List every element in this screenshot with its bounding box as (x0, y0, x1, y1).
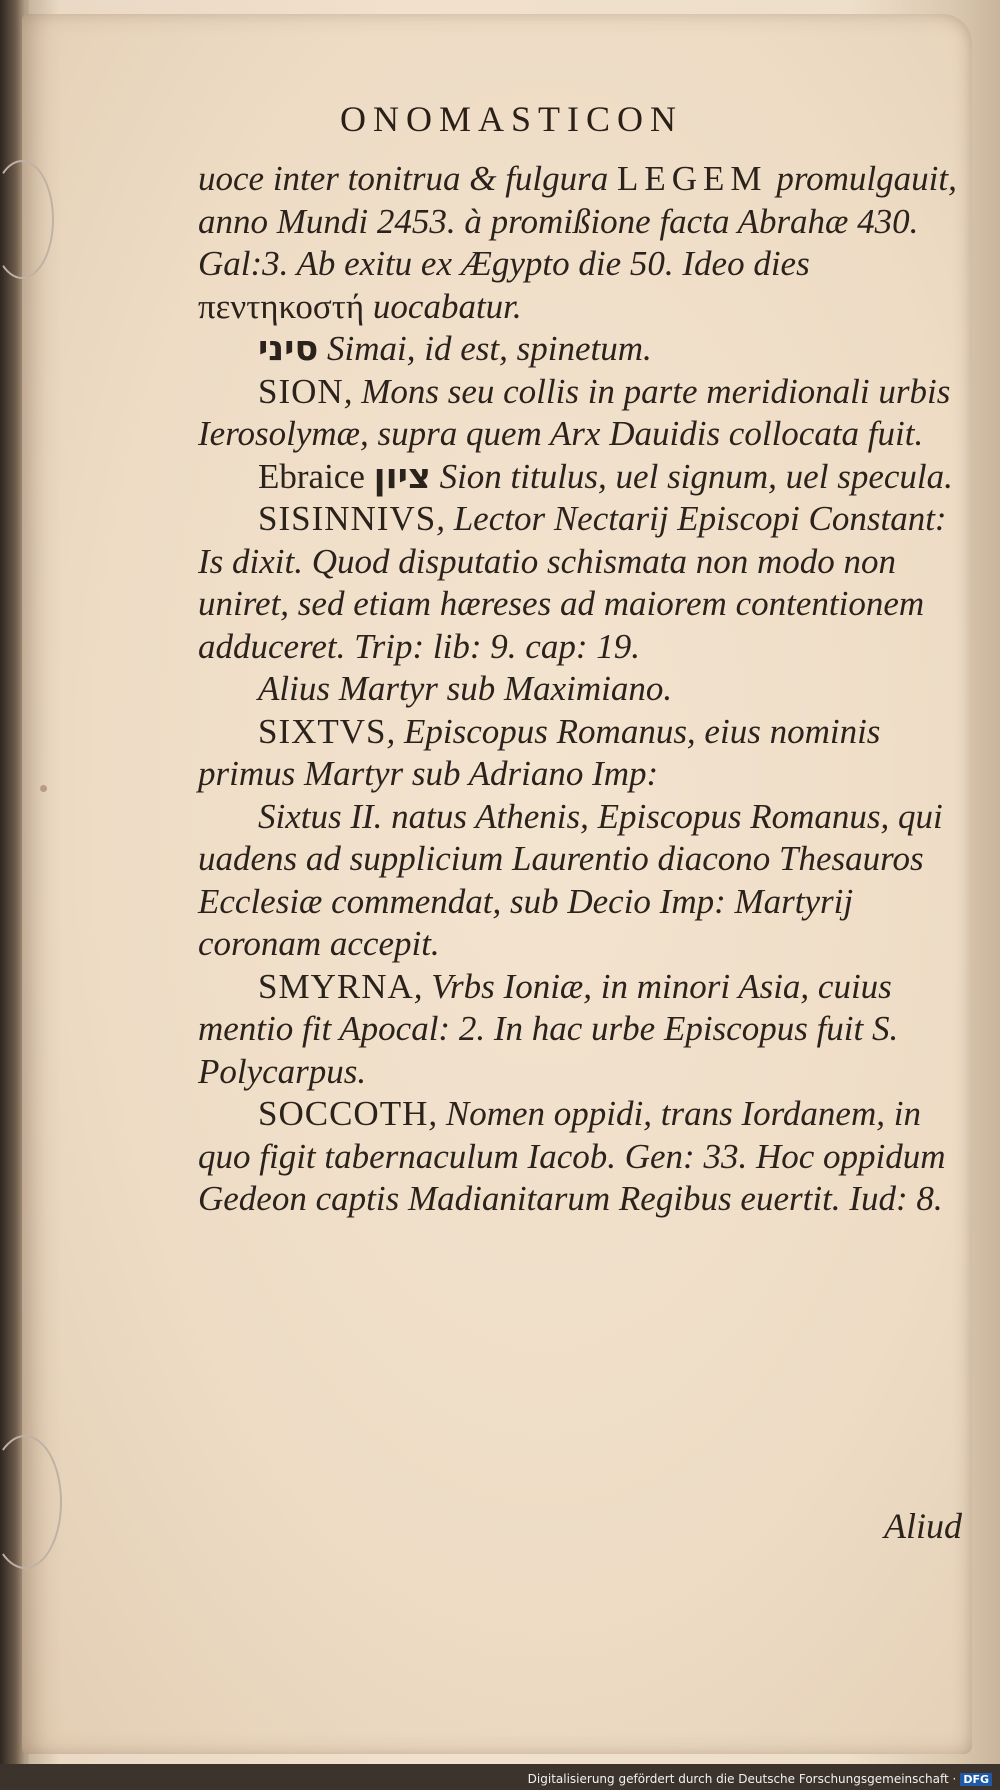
entry-paragraph (198, 371, 968, 456)
text-segment: , Nomen oppidi, trans Iordanem, in quo figit tabernaculum Iacob. Gen: 33. Hoc oppidum Gedeon captis Madianitarum Regibus euertit. Iud: 8. (198, 1094, 946, 1218)
hebrew-word: סיני (258, 329, 319, 369)
running-head: ONOMASTICON (340, 99, 684, 139)
entry-headword: SIXTVS (258, 711, 387, 751)
entry-headword: SOCCOTH (258, 1094, 429, 1133)
dfg-logo: DFG (960, 1773, 992, 1786)
text-segment: Sion titulus, uel signum, uel specula. (430, 456, 953, 496)
entry-headword: SION (258, 371, 344, 411)
text-segment: promulgauit, anno Mundi 2453. à promißione facta Abrahæ 430. Gal:3. Ab exitu ex Ægypto die 50. Ideo dies (198, 159, 957, 283)
footer-credit: Digitalisierung gefördert durch die Deutsche Forschungsgemeinschaft · (527, 1772, 957, 1786)
entry-paragraph (198, 711, 968, 796)
entry-paragraph (198, 1093, 968, 1221)
entry-headword: SISINNIVS (258, 499, 437, 538)
text-segment: Simai, id est, spinetum. (318, 329, 652, 368)
entry-headword: SMYRNA (258, 966, 414, 1006)
paper-spot (40, 785, 47, 792)
text-segment: , Episcopus Romanus, eius nominis primus Martyr sub Adriano Imp: (198, 711, 881, 793)
entry-paragraph (198, 796, 968, 966)
text-segment: Ebraice (258, 456, 374, 496)
text-segment: , Vrbs Ioniæ, in minori Asia, cuius mentio fit Apocal: 2. In hac urbe Episcopus fuit S. Polycarpus. (198, 966, 899, 1091)
text-segment: LEGEM (617, 159, 768, 198)
text-segment: Sixtus II. natus Athenis, Episcopus Romanus, qui uadens ad supplicium Laurentio diacono Thesauros Ecclesiæ commendat, sub Decio Imp: Martyrij coronam accepit. (198, 796, 943, 963)
text-segment: πεντηκοστή (198, 286, 365, 326)
entry-paragraph (198, 328, 968, 371)
page-body-text (198, 158, 968, 1221)
entry-paragraph (198, 668, 968, 711)
text-segment: , Lector Nectarij Episcopi Constant: Is dixit. Quod disputatio schismata non modo non uniret, sed etiam hæreses ad maiorem contentionem adduceret. Trip: lib: 9. cap: 19. (198, 499, 947, 666)
entry-paragraph (198, 498, 968, 668)
entry-paragraph (198, 158, 968, 328)
text-segment: uoce inter tonitrua & fulgura (198, 159, 618, 198)
catchword: Aliud (884, 1506, 962, 1546)
text-segment: Alius Martyr sub Maximiano. (258, 669, 673, 708)
text-segment: , Mons seu collis in parte meridionali urbis Ierosolymæ, supra quem Arx Dauidis collocata fuit. (198, 371, 951, 453)
text-segment: uocabatur. (364, 286, 522, 326)
entry-paragraph (198, 456, 968, 499)
digitization-footer (528, 1772, 992, 1786)
hebrew-word: ציון (373, 456, 431, 497)
entry-paragraph (198, 966, 968, 1094)
